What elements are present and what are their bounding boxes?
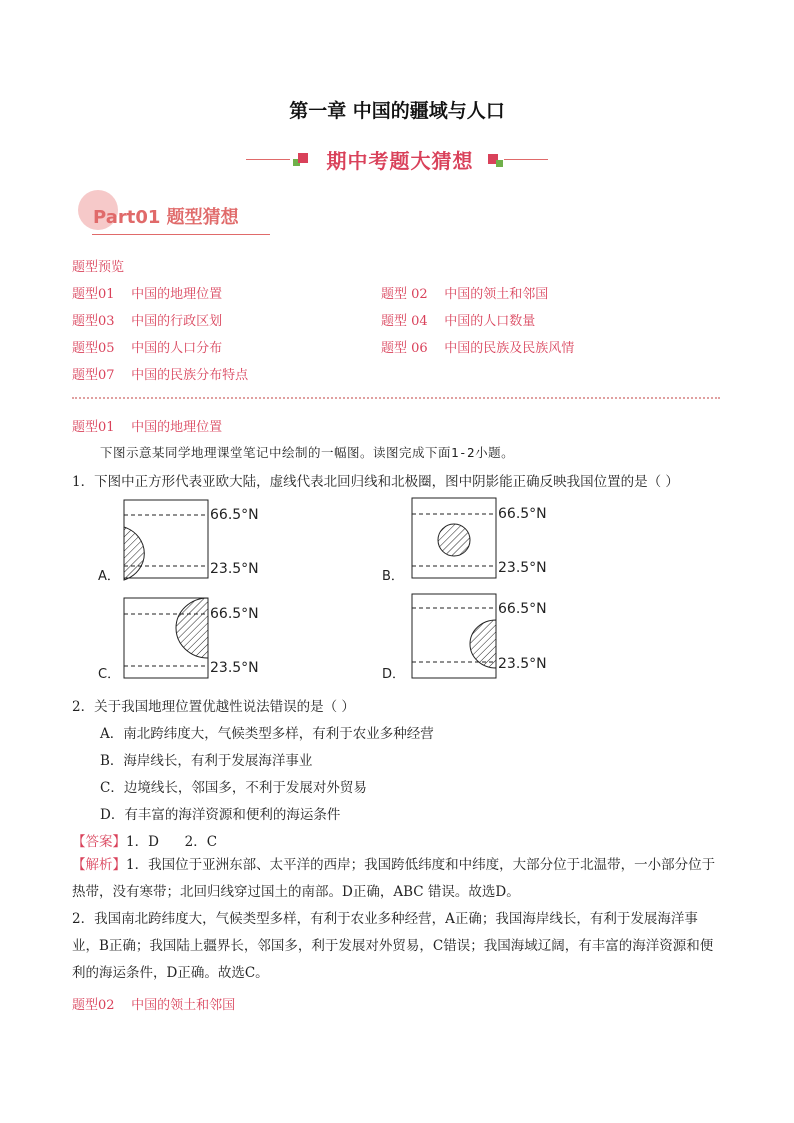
banner-square-icon bbox=[298, 153, 308, 163]
question-intro: 下图示意某同学地理课堂笔记中绘制的一幅图。读图完成下面1-2小题。 bbox=[100, 445, 515, 460]
preview-item-text: 中国的民族分布特点 bbox=[131, 368, 249, 383]
section-divider bbox=[72, 397, 720, 399]
section-text: 中国的领土和邻国 bbox=[131, 998, 236, 1013]
preview-item-text: 中国的人口分布 bbox=[131, 341, 223, 356]
preview-item[interactable] bbox=[381, 337, 574, 356]
preview-item-text: 中国的领土和邻国 bbox=[444, 287, 549, 302]
banner-line-right bbox=[504, 159, 548, 160]
preview-heading: 题型预览 bbox=[72, 260, 125, 275]
lat-north-label: 66.5°N bbox=[498, 506, 547, 522]
preview-item-text: 中国的行政区划 bbox=[131, 314, 223, 329]
preview-item-num: 题型07 bbox=[72, 368, 115, 383]
option-d-diagram[interactable] bbox=[382, 594, 547, 682]
exam-banner bbox=[246, 143, 548, 177]
part-underline bbox=[92, 234, 270, 235]
lat-north-label: 66.5°N bbox=[210, 606, 259, 622]
preview-item[interactable] bbox=[72, 283, 222, 302]
lat-south-label: 23.5°N bbox=[210, 561, 259, 577]
preview-item-num: 题型 02 bbox=[381, 287, 428, 302]
part-title: Part01 题型猜想 bbox=[93, 207, 239, 228]
answer-text: 1．D 2．C bbox=[126, 834, 218, 850]
analysis-1-text: 1．我国位于亚洲东部、太平洋的西岸；我国跨低纬度和中纬度，大部分位于北温带，一小部分位于热带，没有寒带；北回归线穿过国土的南部。D正确，ABC 错误。故选D。 bbox=[72, 857, 716, 900]
answer-label: 【答案】 bbox=[72, 834, 126, 850]
preview-item-num: 题型 04 bbox=[381, 314, 428, 329]
option-b-diagram[interactable] bbox=[382, 498, 547, 584]
preview-item-num: 题型05 bbox=[72, 341, 115, 356]
preview-item[interactable] bbox=[381, 310, 535, 329]
lat-south-label: 23.5°N bbox=[498, 656, 547, 672]
analysis-2: 2．我国南北跨纬度大，气候类型多样，有利于农业多种经营，A正确；我国海岸线长，有利于发展海洋事业，B正确；我国陆上疆界长，邻国多，利于发展对外贸易，C错误；我国海域辽阔，有丰富的海洋资源和便利的海运条件，D正确。故选C。 bbox=[72, 911, 714, 981]
preview-item-text: 中国的民族及民族风情 bbox=[444, 341, 575, 356]
section-heading bbox=[72, 416, 222, 435]
section-num: 题型02 bbox=[72, 998, 115, 1013]
question-1: 1．下图中正方形代表亚欧大陆，虚线代表北回归线和北极圈，图中阴影能正确反映我国位置的是（ ） bbox=[72, 474, 679, 490]
preview-item-text: 中国的人口数量 bbox=[444, 314, 536, 329]
section-num: 题型01 bbox=[72, 420, 115, 435]
banner-line-left bbox=[246, 159, 290, 160]
q2-option[interactable]: B．海岸线长，有利于发展海洋事业 bbox=[100, 753, 313, 769]
preview-item-num: 题型 06 bbox=[381, 341, 428, 356]
page-title: 第一章 中国的疆域与人口 bbox=[289, 100, 505, 122]
option-label: A． bbox=[98, 569, 120, 584]
analysis-1 bbox=[72, 852, 722, 906]
q2-option[interactable]: D．有丰富的海洋资源和便利的海运条件 bbox=[100, 807, 341, 823]
preview-item-num: 题型01 bbox=[72, 287, 115, 302]
banner-square-icon bbox=[496, 160, 503, 167]
preview-item[interactable] bbox=[72, 310, 222, 329]
position-diagram bbox=[96, 494, 576, 686]
banner-text: 期中考题大猜想 bbox=[326, 149, 474, 173]
option-a-diagram[interactable] bbox=[98, 500, 259, 584]
answer-line bbox=[72, 830, 217, 850]
section-heading bbox=[72, 994, 235, 1013]
preview-item[interactable] bbox=[72, 364, 248, 383]
question-2: 2．关于我国地理位置优越性说法错误的是（ ） bbox=[72, 699, 355, 715]
lat-north-label: 66.5°N bbox=[210, 507, 259, 523]
section-text: 中国的地理位置 bbox=[131, 420, 223, 435]
preview-item-text: 中国的地理位置 bbox=[131, 287, 223, 302]
analysis-label: 【解析】 bbox=[72, 857, 126, 873]
q2-option[interactable]: C．边境线长，邻国多，不利于发展对外贸易 bbox=[100, 780, 367, 796]
q2-option[interactable]: A．南北跨纬度大，气候类型多样，有利于农业多种经营 bbox=[100, 726, 434, 742]
option-c-diagram[interactable] bbox=[98, 598, 259, 682]
lat-south-label: 23.5°N bbox=[498, 560, 547, 576]
lat-north-label: 66.5°N bbox=[498, 601, 547, 617]
option-label: B． bbox=[382, 569, 404, 584]
preview-item[interactable] bbox=[381, 283, 548, 302]
preview-item-num: 题型03 bbox=[72, 314, 115, 329]
option-label: D． bbox=[382, 667, 406, 682]
option-label: C． bbox=[98, 667, 121, 682]
preview-item[interactable] bbox=[72, 337, 222, 356]
lat-south-label: 23.5°N bbox=[210, 660, 259, 676]
